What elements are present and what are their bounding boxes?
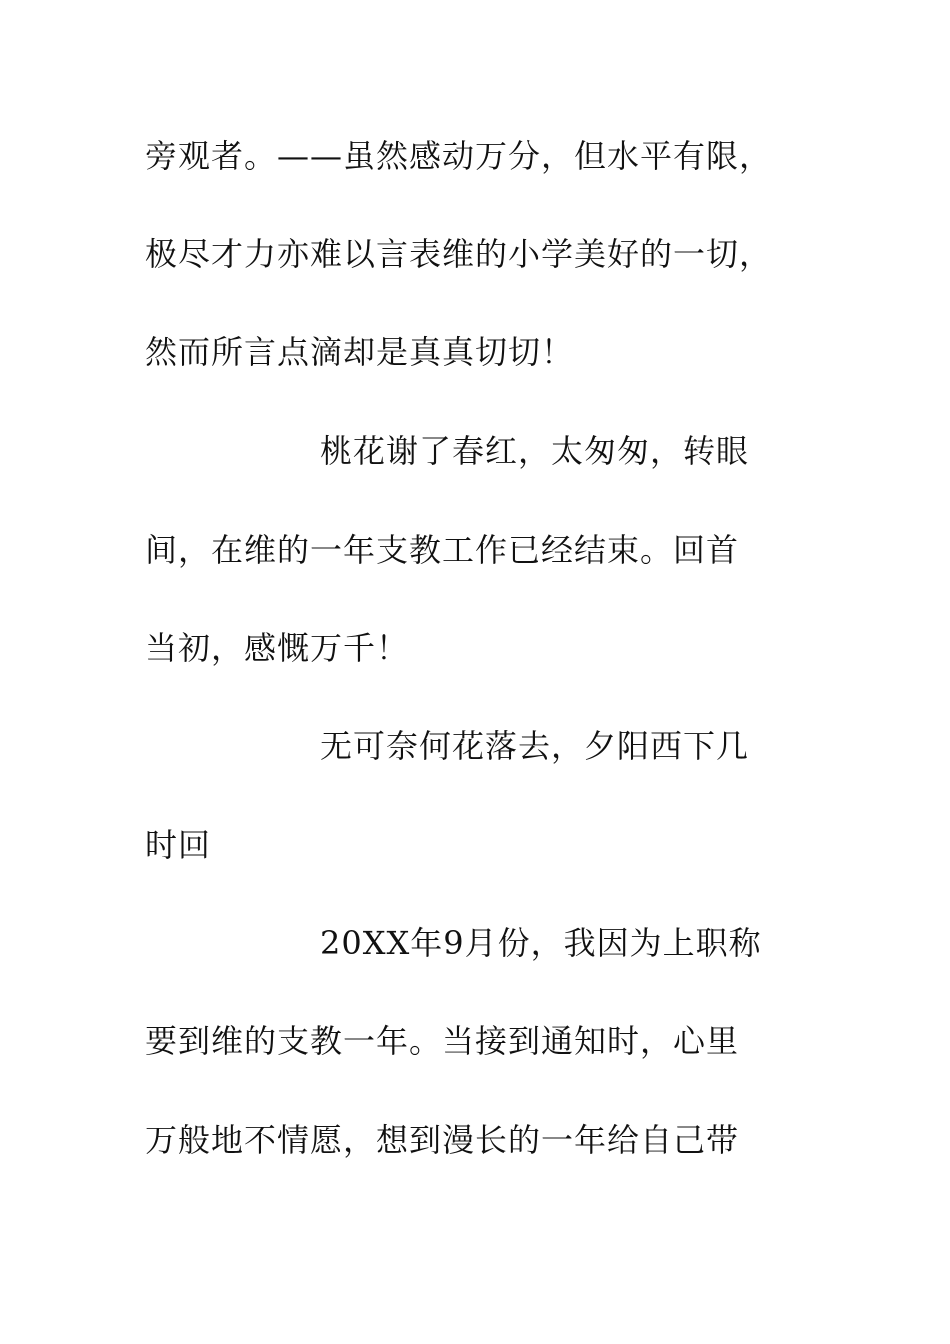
paragraph-start-line: 无可奈何花落去，夕阳西下几: [320, 727, 750, 765]
text-line-2: 极尽才力亦难以言表维的小学美好的一切，: [145, 235, 773, 273]
paragraph-start-line: 20XX年9月份，我因为上职称: [320, 924, 762, 962]
text-line-3: 然而所言点滴却是真真切切！: [145, 333, 575, 371]
text-line-10: 要到维的支教一年。当接到通知时，心里: [145, 1022, 740, 1060]
text-line-8: 时回: [145, 826, 212, 864]
text-line-11: 万般地不情愿，想到漫长的一年给自己带: [145, 1121, 740, 1159]
text-line-6: 当初，感慨万千！: [145, 629, 410, 667]
paragraph-start-line: 桃花谢了春红，太匆匆，转眼: [320, 432, 750, 470]
text-line-1: 旁观者。——虽然感动万分，但水平有限，: [145, 137, 773, 175]
text-line-5: 间，在维的一年支教工作已经结束。回首: [145, 531, 740, 569]
